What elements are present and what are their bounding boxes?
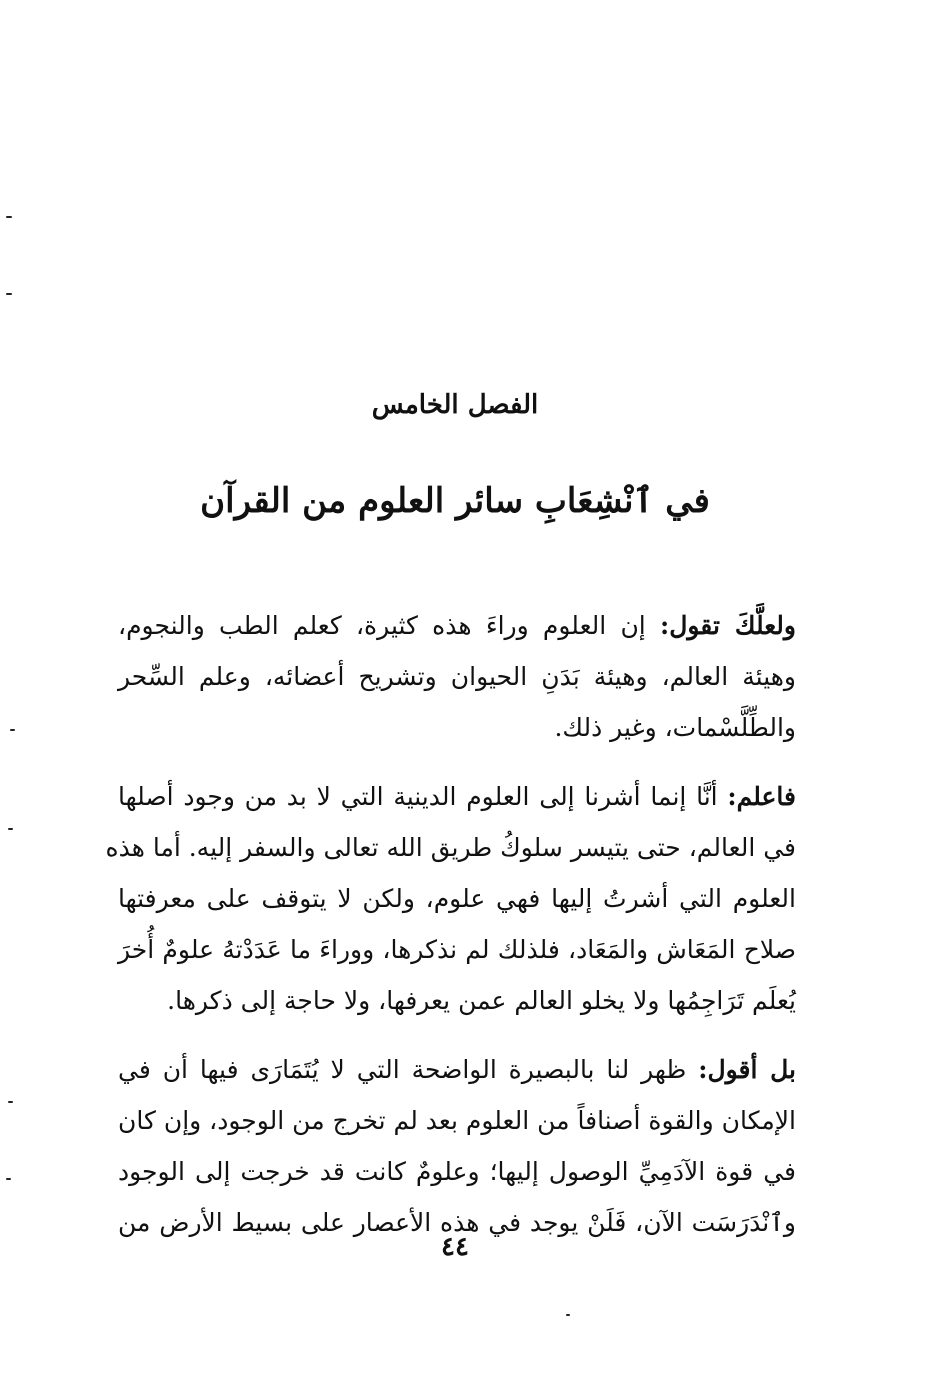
paragraph-line: الإمكان والقوة أصنافاً من العلوم بعد لم تخرج من الوجود، وإن كان [118,1106,796,1135]
scan-speck [10,729,15,731]
paragraph-1 [118,600,796,753]
paragraph-line: في قوة الآدَمِيِّ الوصول إليها؛ وعلومٌ كانت قد خرجت إلى الوجود [118,1157,796,1186]
scan-speck [8,828,13,830]
scan-speck [8,1101,13,1103]
paragraph-line [118,1044,796,1095]
paragraph-lead: ولعلَّكَ تقول: [659,611,796,640]
paragraph-line: وٱنْدَرَسَت الآن، فَلَنْ يوجد في هذه الأعصار على بسيط الأرض من [118,1208,796,1237]
chapter-title: في ٱنْشِعَابِ سائر العلوم من القرآن [200,481,710,521]
scan-speck [566,1314,570,1316]
line-text: أنَّا إنما أشرنا إلى العلوم الدينية التي لا بد من وجود أصلها [118,782,728,811]
paragraph-2 [105,771,796,1026]
paragraph-line: وهيئة العالم، وهيئة بَدَنِ الحيوان وتشريح أعضائه، وعلم السِّحر [118,662,796,691]
paragraph-line: يُعلَم تَرَاجِمُها ولا يخلو العالم عمن يعرفها، ولا حاجة إلى ذكرها. [167,986,796,1015]
scan-speck [6,1178,11,1180]
paragraph-line: العلوم التي أشرتُ إليها فهي علوم، ولكن لا يتوقف على معرفتها [118,884,796,913]
line-text: ظهر لنا بالبصيرة الواضحة التي لا يُتَمَارَى فيها أن في [118,1055,699,1084]
paragraph-3 [118,1044,796,1248]
paragraph-line: صلاح المَعَاش والمَعَاد، فلذلك لم نذكرها، ووراءَ ما عَدَدْتهُ علومٌ أُخرَ [118,935,796,964]
chapter-label: الفصل الخامس [371,390,539,420]
paragraph-line: في العالم، حتى يتيسر سلوكُ طريق الله تعالى والسفر إليه. أما هذه [105,833,796,862]
paragraph-line [118,600,796,651]
paragraph-lead: فاعلم: [727,782,796,811]
paragraph-line [118,771,796,822]
scan-speck [6,293,12,295]
line-text: إن العلوم وراءَ هذه كثيرة، كعلم الطب والنجوم، [118,611,660,640]
paragraph-line: والطِّلَّسْمات، وغير ذلك. [554,713,796,742]
page-number: ٤٤ [441,1232,469,1262]
scan-speck [6,216,12,218]
body-text [105,600,796,1266]
paragraph-lead: بل أقول: [698,1055,796,1084]
